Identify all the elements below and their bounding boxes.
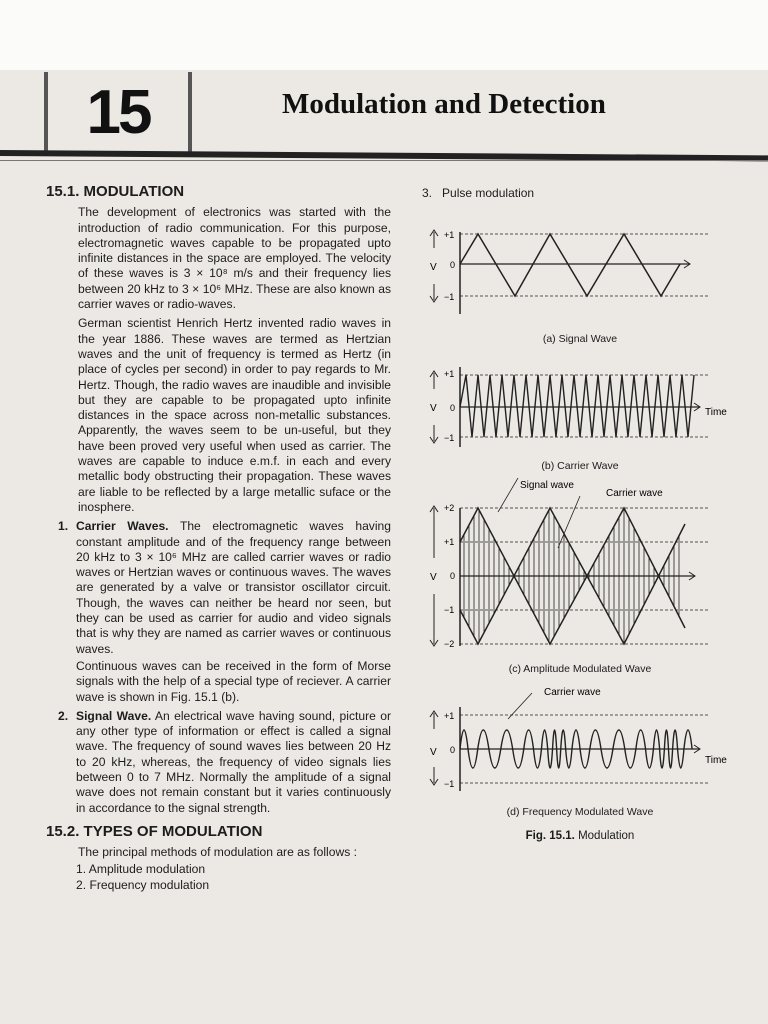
paragraph-intro: The development of electronics was started with the introduction of radio communication. For this purpose, electromagnetic waves capable to be propagated upto infinite distances in the space are employed. The velocity of these waves is 3 × 10⁸ m/s and their frequency lies between 20 kHz to 3 × 10⁶ MHz. These are also known as carrier waves or radio-waves.: [78, 205, 391, 312]
paragraph-methods: The principal methods of modulation are as follows :: [78, 845, 357, 860]
section-heading-modulation: [46, 184, 391, 199]
tick-label: −1: [444, 779, 455, 789]
method-index: 3.: [422, 186, 433, 200]
chapter-number: 15: [86, 77, 150, 147]
carrier-wave-line: [460, 375, 694, 437]
tick-label: 0: [450, 260, 456, 270]
label-carrier-wave: Carrier wave: [606, 488, 663, 499]
tick-label: +1: [444, 537, 455, 547]
caption-fm-wave: (d) Frequency Modulated Wave: [506, 806, 654, 818]
caption-carrier-wave: (b) Carrier Wave: [541, 460, 619, 472]
list-item-signal-wave: [58, 708, 391, 816]
axis-label: V: [430, 262, 437, 273]
tick-label: −1: [444, 433, 455, 443]
axis-label: Time: [705, 407, 727, 418]
list-index: 1.: [58, 519, 69, 534]
method-item: [58, 862, 391, 877]
method-index: 1.: [76, 862, 87, 877]
caption-am-wave: (c) Amplitude Modulated Wave: [508, 663, 652, 675]
list-index: 2.: [58, 708, 69, 723]
tick-label: 0: [450, 745, 456, 755]
label-signal-wave: Signal wave: [520, 480, 574, 491]
axis-label: V: [430, 572, 437, 583]
method-index: 2.: [76, 877, 87, 892]
list-item-heading: Carrier Waves.: [76, 519, 169, 534]
method-item-pulse: [422, 186, 740, 200]
left-column: [46, 184, 391, 893]
tick-label: −1: [444, 605, 455, 615]
tick-label: 0: [450, 571, 456, 581]
carrier-wave-diagram: [420, 355, 740, 455]
tick-label: +1: [444, 230, 455, 240]
method-text: Pulse modulation: [442, 186, 535, 200]
tick-label: +2: [444, 503, 455, 513]
figure-number: Fig. 15.1.: [525, 830, 575, 842]
list-item-heading: Signal Wave.: [76, 708, 152, 723]
right-column: [420, 186, 740, 842]
section-number: 15.1.: [46, 183, 80, 200]
list-item-text: The electromagnetic waves having constant amplitude and of the frequency range between 20 kHz to 3 × 10⁶ MHz are called carrier waves or radio waves or Hertzian waves or continuous waves. The waves are generated by a valve or transistor oscillator circuit. Though, the waves can neither be heard nor seen, but they can be used as carrier for audio and video signals that is why they are named as carrier waves or continuous waves.: [76, 519, 391, 656]
section-number: 15.2.: [46, 822, 80, 840]
paragraph-hertz: German scientist Henrich Hertz invented radio waves in the year 1886. These waves are termed as Hertzian waves and the unit of frequency is termed as Hertz (in place of cycles per second) in order to pay regards to Mr. Hertz. Though, the radio waves are inaudible and invisible but they are capable to be propagated upto infinite distances in the space across non-metallic substances. Apparently, the waves seem to be un-useful, but they have been proved very useful when used as carrier. The waves are capable to induce e.m.f. in each and every metallic body obstructing their propagation. These waves are liable to be reflected by a large metallic suface or the inosphere.: [78, 316, 391, 514]
chapter-title: Modulation and Detection: [282, 88, 606, 120]
figure-name: Modulation: [574, 830, 635, 842]
tick-label: −2: [444, 639, 455, 649]
signal-wave-diagram: [420, 214, 740, 324]
chapter-number-box: [44, 72, 192, 152]
figure-title: [420, 830, 740, 842]
axis-label: V: [430, 747, 437, 758]
method-text: Frequency modulation: [89, 877, 210, 892]
method-item: [58, 878, 391, 893]
pointer-line: [498, 478, 518, 512]
header-rule-thin: [0, 160, 768, 161]
section-title: MODULATION: [83, 183, 185, 200]
list-item-carrier-waves: [58, 519, 391, 657]
signal-wave-line: [460, 234, 680, 296]
axis-label: V: [430, 403, 437, 414]
pointer-line: [558, 496, 580, 548]
section-title: TYPES OF MODULATION: [83, 822, 263, 840]
tick-label: −1: [444, 292, 455, 302]
paragraph-continuous-waves: Continuous waves can be received in the form of Morse signals with the help of a special type of reciever. A carrier wave is shown in Fig. 15.1 (b).: [76, 658, 391, 704]
tick-label: 0: [450, 403, 456, 413]
caption-signal-wave: (a) Signal Wave: [542, 333, 618, 345]
fm-wave-diagram: [420, 683, 740, 795]
method-text: Amplitude modulation: [88, 862, 206, 877]
tick-label: +1: [444, 369, 455, 379]
list-item-text: An electrical wave having sound, picture or any other type of information or effect is called a signal wave. The frequency of sound waves lies between 20 Hz to 20 kHz, whereas, the frequency of video signals lies between 0 to 7 MHz. Normally the amplitude of a signal wave does not remain constant but it varies continuously in accordance to the signal strength.: [76, 708, 391, 815]
section-heading-types: [46, 824, 391, 839]
methods-list: [58, 862, 391, 893]
am-wave-diagram: [420, 478, 740, 658]
label-carrier-wave: Carrier wave: [544, 687, 601, 698]
tick-label: +1: [444, 711, 455, 721]
axis-label: Time: [705, 755, 727, 766]
page-top-margin: [0, 0, 768, 70]
